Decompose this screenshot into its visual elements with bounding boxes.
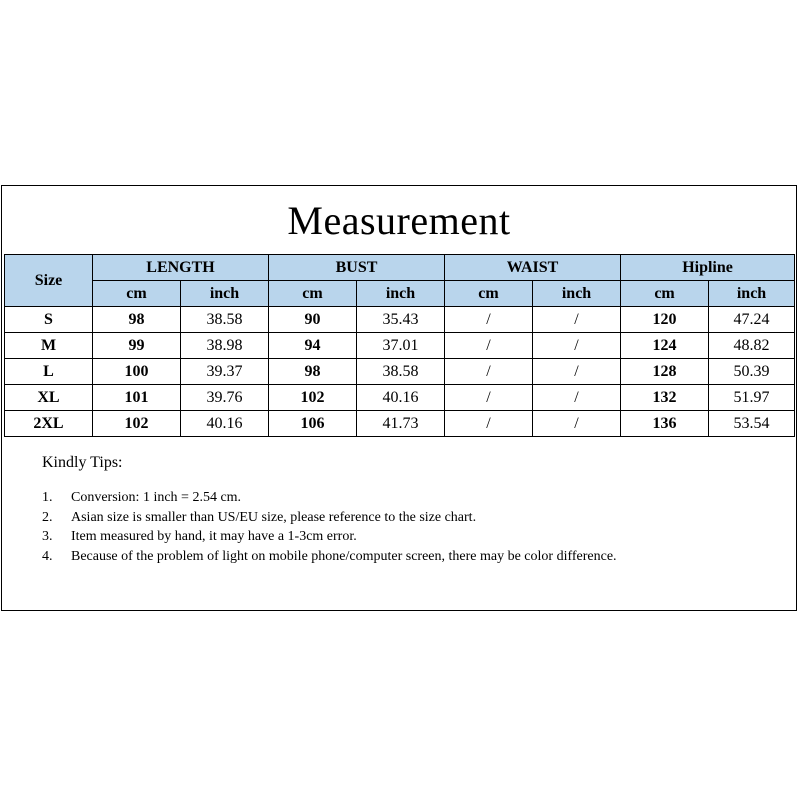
table-cell: 120	[621, 307, 709, 333]
unit-header-row	[5, 281, 795, 307]
table-cell: 41.73	[357, 411, 445, 437]
table-cell: /	[533, 385, 621, 411]
table-cell: 37.01	[357, 333, 445, 359]
table-cell: 99	[93, 333, 181, 359]
tip-text: Conversion: 1 inch = 2.54 cm.	[71, 490, 242, 505]
size-cell: 2XL	[5, 411, 93, 437]
table-cell: 40.16	[357, 385, 445, 411]
table-row	[5, 307, 795, 333]
table-cell: /	[445, 385, 533, 411]
table-cell: 38.98	[181, 333, 269, 359]
chart-title: Measurement	[287, 197, 511, 243]
unit-header: inch	[181, 281, 269, 307]
table-cell: /	[445, 333, 533, 359]
table-cell: /	[445, 411, 533, 437]
tip-text: Because of the problem of light on mobile phone/computer screen, there may be color difference.	[71, 548, 617, 564]
table-cell: 50.39	[709, 359, 795, 385]
table-cell: /	[533, 333, 621, 359]
table-cell: 94	[269, 333, 357, 359]
table-cell: /	[533, 411, 621, 437]
table-cell: 98	[269, 359, 357, 385]
table-cell: /	[445, 307, 533, 333]
tip-number: 3.	[42, 529, 53, 544]
unit-header: inch	[357, 281, 445, 307]
table-cell: 102	[269, 385, 357, 411]
table-row	[5, 411, 795, 437]
table-cell: 38.58	[357, 359, 445, 385]
tip-number: 4.	[42, 548, 53, 564]
table-cell: 40.16	[181, 411, 269, 437]
table-cell: 48.82	[709, 333, 795, 359]
table-cell: 35.43	[357, 307, 445, 333]
tip-number: 1.	[42, 490, 53, 505]
bust-header: BUST	[269, 255, 445, 281]
hipline-header: Hipline	[621, 255, 795, 281]
list-item	[42, 527, 711, 547]
list-item	[42, 488, 711, 508]
unit-header: inch	[533, 281, 621, 307]
table-row	[5, 333, 795, 359]
kindly-tips	[42, 454, 711, 566]
table-cell: 100	[93, 359, 181, 385]
table-cell: 98	[93, 307, 181, 333]
unit-header: cm	[445, 281, 533, 307]
size-table	[4, 254, 795, 437]
table-row	[5, 359, 795, 385]
table-cell: 136	[621, 411, 709, 437]
tips-list	[42, 488, 711, 566]
size-header: Size	[5, 255, 93, 307]
unit-header: cm	[269, 281, 357, 307]
tip-text: Item measured by hand, it may have a 1-3cm error.	[71, 529, 357, 544]
table-cell: 106	[269, 411, 357, 437]
waist-header: WAIST	[445, 255, 621, 281]
table-cell: 38.58	[181, 307, 269, 333]
table-cell: 90	[269, 307, 357, 333]
table-cell: 53.54	[709, 411, 795, 437]
table-cell: 102	[93, 411, 181, 437]
unit-header: cm	[93, 281, 181, 307]
list-item	[42, 547, 711, 567]
table-cell: 39.76	[181, 385, 269, 411]
size-cell: S	[5, 307, 93, 333]
length-header: LENGTH	[93, 255, 269, 281]
table-cell: 47.24	[709, 307, 795, 333]
measurement-chart	[1, 185, 797, 611]
table-cell: /	[445, 359, 533, 385]
table-cell: 132	[621, 385, 709, 411]
table-cell: /	[533, 307, 621, 333]
table-cell: 124	[621, 333, 709, 359]
table-cell: /	[533, 359, 621, 385]
tip-text: Asian size is smaller than US/EU size, please reference to the size chart.	[71, 509, 477, 525]
unit-header: cm	[621, 281, 709, 307]
table-cell: 39.37	[181, 359, 269, 385]
size-cell: M	[5, 333, 93, 359]
size-cell: XL	[5, 385, 93, 411]
size-cell: L	[5, 359, 93, 385]
tip-number: 2.	[42, 509, 53, 525]
table-cell: 128	[621, 359, 709, 385]
table-cell: 51.97	[709, 385, 795, 411]
unit-header: inch	[709, 281, 795, 307]
table-cell: 101	[93, 385, 181, 411]
tips-heading: Kindly Tips:	[42, 454, 123, 471]
list-item	[42, 508, 711, 528]
group-header-row	[5, 255, 795, 281]
table-row	[5, 385, 795, 411]
